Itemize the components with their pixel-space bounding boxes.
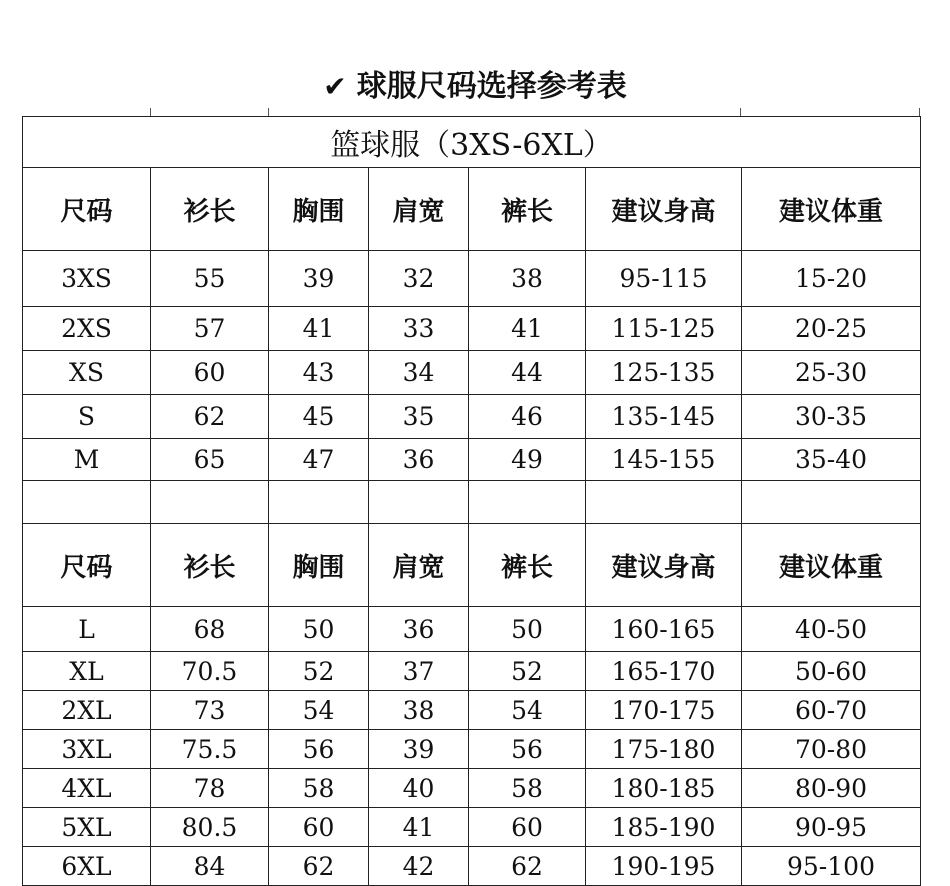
table-cell: 35: [369, 395, 469, 439]
size-cell: 2XS: [23, 307, 151, 351]
table-row: [23, 808, 921, 847]
empty-cell: [742, 481, 921, 524]
table-cell: 41: [469, 307, 586, 351]
table-cell: 60: [151, 351, 269, 395]
table-cell: 180-185: [586, 769, 742, 808]
size-cell: M: [23, 439, 151, 481]
table-cell: 57: [151, 307, 269, 351]
table-row: [23, 691, 921, 730]
table-cell: 47: [269, 439, 369, 481]
empty-cell: [23, 481, 151, 524]
size-cell: 3XL: [23, 730, 151, 769]
table-cell: 95-115: [586, 251, 742, 307]
column-header: 尺码: [23, 168, 151, 251]
column-header: 肩宽: [369, 524, 469, 607]
column-header: 建议体重: [742, 168, 921, 251]
table-cell: 55: [151, 251, 269, 307]
table-cell: 54: [269, 691, 369, 730]
table-cell: 52: [269, 652, 369, 691]
table-cell: 43: [269, 351, 369, 395]
size-cell: 5XL: [23, 808, 151, 847]
column-header: 建议身高: [586, 168, 742, 251]
column-header: 胸围: [269, 168, 369, 251]
table-cell: 45: [269, 395, 369, 439]
column-header: 尺码: [23, 524, 151, 607]
table-cell: 145-155: [586, 439, 742, 481]
size-cell: XS: [23, 351, 151, 395]
table-cell: 160-165: [586, 607, 742, 652]
size-cell: 3XS: [23, 251, 151, 307]
table-row: [23, 847, 921, 886]
table-cell: 20-25: [742, 307, 921, 351]
table-cell: 90-95: [742, 808, 921, 847]
table-cell: 36: [369, 439, 469, 481]
table-cell: 84: [151, 847, 269, 886]
table-cell: 185-190: [586, 808, 742, 847]
table-row: [23, 607, 921, 652]
table-row: [23, 351, 921, 395]
table-row: [23, 439, 921, 481]
column-header: 建议体重: [742, 524, 921, 607]
table-cell: 40-50: [742, 607, 921, 652]
size-chart-table: [22, 116, 921, 886]
table-cell: 36: [369, 607, 469, 652]
table-cell: 15-20: [742, 251, 921, 307]
table-cell: 60: [469, 808, 586, 847]
header-row: [23, 168, 921, 251]
table-cell: 50-60: [742, 652, 921, 691]
table-cell: 38: [469, 251, 586, 307]
empty-cell: [269, 481, 369, 524]
table-cell: 58: [469, 769, 586, 808]
table-caption: [0, 62, 950, 112]
table-cell: 49: [469, 439, 586, 481]
table-row: [23, 730, 921, 769]
table-cell: 80.5: [151, 808, 269, 847]
table-cell: 73: [151, 691, 269, 730]
empty-cell: [369, 481, 469, 524]
header-row: [23, 524, 921, 607]
table-cell: 35-40: [742, 439, 921, 481]
table-cell: 38: [369, 691, 469, 730]
table-cell: 40: [369, 769, 469, 808]
table-cell: 46: [469, 395, 586, 439]
column-header: 胸围: [269, 524, 369, 607]
column-header: 裤长: [469, 524, 586, 607]
column-header: 肩宽: [369, 168, 469, 251]
table-cell: 39: [269, 251, 369, 307]
table-title: 篮球服（3XS-6XL）: [23, 117, 921, 168]
spacer-row: [23, 481, 921, 524]
table-cell: 37: [369, 652, 469, 691]
table-cell: 68: [151, 607, 269, 652]
table-cell: 95-100: [742, 847, 921, 886]
size-cell: 2XL: [23, 691, 151, 730]
table-cell: 56: [269, 730, 369, 769]
table-cell: 33: [369, 307, 469, 351]
table-cell: 135-145: [586, 395, 742, 439]
table-cell: 50: [269, 607, 369, 652]
column-tick: [919, 108, 920, 116]
table-cell: 62: [469, 847, 586, 886]
column-header: 裤长: [469, 168, 586, 251]
table-cell: 125-135: [586, 351, 742, 395]
table-cell: 25-30: [742, 351, 921, 395]
table-cell: 62: [269, 847, 369, 886]
table-row: [23, 395, 921, 439]
column-tick: [268, 108, 269, 116]
table-cell: 165-170: [586, 652, 742, 691]
checkmark-icon: ✔: [323, 70, 347, 103]
table-cell: 62: [151, 395, 269, 439]
table-cell: 78: [151, 769, 269, 808]
table-cell: 44: [469, 351, 586, 395]
table-cell: 52: [469, 652, 586, 691]
table-cell: 115-125: [586, 307, 742, 351]
table-cell: 170-175: [586, 691, 742, 730]
table-row: [23, 307, 921, 351]
empty-cell: [586, 481, 742, 524]
empty-cell: [469, 481, 586, 524]
table-row: [23, 769, 921, 808]
table-cell: 175-180: [586, 730, 742, 769]
size-cell: 6XL: [23, 847, 151, 886]
table-row: [23, 652, 921, 691]
table-cell: 56: [469, 730, 586, 769]
size-cell: S: [23, 395, 151, 439]
column-header: 衫长: [151, 524, 269, 607]
table-cell: 65: [151, 439, 269, 481]
table-cell: 54: [469, 691, 586, 730]
size-cell: XL: [23, 652, 151, 691]
table-cell: 42: [369, 847, 469, 886]
table-cell: 60: [269, 808, 369, 847]
table-cell: 39: [369, 730, 469, 769]
table-cell: 41: [269, 307, 369, 351]
column-header: 衫长: [151, 168, 269, 251]
column-tick: [740, 108, 741, 116]
table-cell: 30-35: [742, 395, 921, 439]
column-tick: [150, 108, 151, 116]
table-cell: 70.5: [151, 652, 269, 691]
table-cell: 32: [369, 251, 469, 307]
column-header: 建议身高: [586, 524, 742, 607]
table-cell: 75.5: [151, 730, 269, 769]
table-cell: 50: [469, 607, 586, 652]
table-cell: 80-90: [742, 769, 921, 808]
size-cell: 4XL: [23, 769, 151, 808]
size-cell: L: [23, 607, 151, 652]
empty-cell: [151, 481, 269, 524]
caption-text: 球服尺码选择参考表: [356, 69, 627, 104]
table-cell: 190-195: [586, 847, 742, 886]
table-cell: 70-80: [742, 730, 921, 769]
table-row: [23, 251, 921, 307]
table-cell: 34: [369, 351, 469, 395]
table-cell: 41: [369, 808, 469, 847]
table-cell: 58: [269, 769, 369, 808]
table-cell: 60-70: [742, 691, 921, 730]
